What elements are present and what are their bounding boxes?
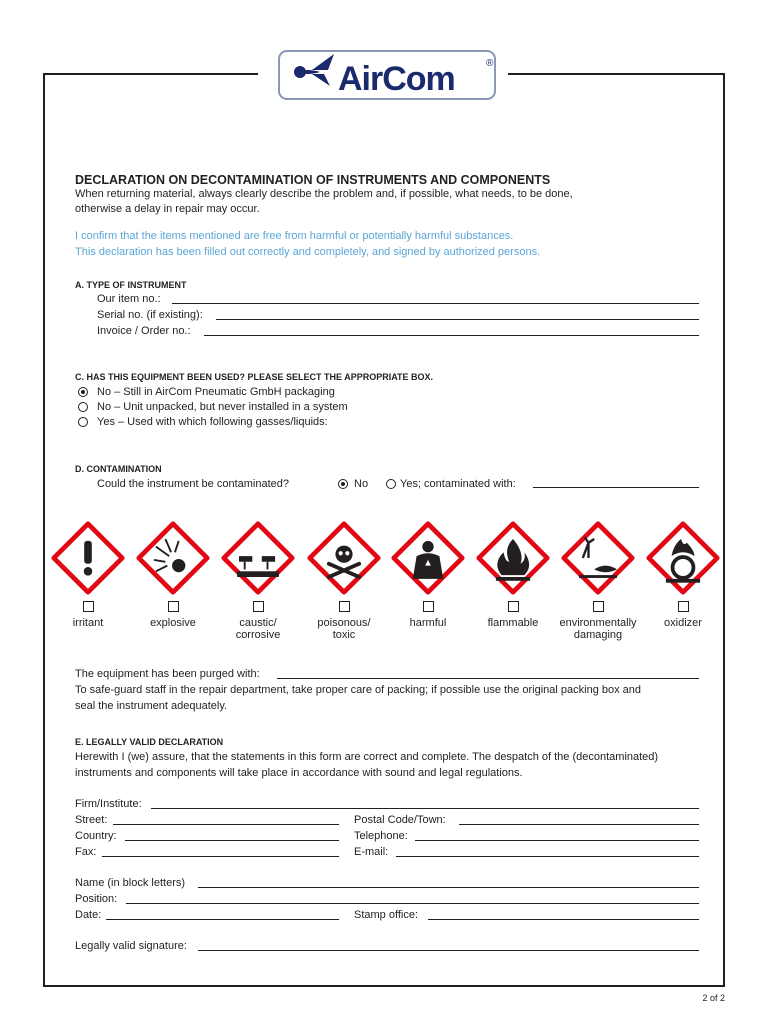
postal-label: Postal Code/Town: — [354, 814, 446, 826]
hazard-label-2 — [128, 617, 218, 629]
confirm-line-1: I confirm that the items mentioned are free from harmful or potentially harmful substances. — [75, 230, 514, 242]
street-label: Street: — [75, 814, 108, 826]
hazard-label-line-1: flammable — [487, 617, 539, 629]
hazard-checkbox-3[interactable] — [253, 601, 264, 612]
telephone-label: Telephone: — [354, 830, 408, 842]
used-option-2-label: No – Unit unpacked, but never installed in a system — [97, 401, 348, 413]
intro-line-2: otherwise a delay in repair may occur. — [75, 203, 260, 215]
intro-line-1: When returning material, always clearly describe the problem and, if possible, what needs, to be done, — [75, 188, 573, 200]
confirm-line-2: This declaration has been filled out correctly and completely, and signed by authorized persons. — [75, 246, 541, 258]
hazard-label-line-1: irritant — [72, 617, 104, 629]
fax-label: Fax: — [75, 846, 97, 858]
packing-note-2: seal the instrument adequately. — [75, 700, 228, 712]
hazard-label-4 — [299, 617, 389, 641]
section-a-heading: A. TYPE OF INSTRUMENT — [75, 280, 187, 290]
section-c-heading: C. HAS THIS EQUIPMENT BEEN USED? PLEASE SELECT THE APPROPRIATE BOX. — [75, 372, 434, 382]
hazard-label-line-2: corrosive — [235, 629, 281, 641]
used-option-3-radio[interactable] — [78, 417, 88, 427]
hazard-checkbox-6[interactable] — [508, 601, 519, 612]
date-label: Date: — [75, 909, 102, 921]
signature-field[interactable] — [198, 950, 699, 951]
hazard-label-line-1: poisonous/ — [317, 617, 371, 629]
stamp-field[interactable] — [428, 919, 699, 920]
hazard-checkbox-2[interactable] — [168, 601, 179, 612]
position-field[interactable] — [126, 903, 699, 904]
skull-crossbones-icon — [306, 520, 382, 596]
form-title: DECLARATION ON DECONTAMINATION OF INSTRUMENTS AND COMPONENTS — [75, 173, 551, 187]
declaration-text-1: Herewith I (we) assure, that the statements in this form are correct and complete. The despatch of the (decontaminated) — [75, 751, 659, 763]
country-field[interactable] — [125, 840, 339, 841]
hazard-label-8 — [638, 617, 728, 629]
contamination-question: Could the instrument be contaminated? — [97, 478, 290, 490]
hazard-label-line-1: caustic/ — [239, 617, 277, 629]
hazard-checkbox-4[interactable] — [339, 601, 350, 612]
hazard-checkbox-1[interactable] — [83, 601, 94, 612]
hazard-checkbox-7[interactable] — [593, 601, 604, 612]
hazard-label-7 — [553, 617, 643, 641]
plane-icon — [290, 52, 342, 92]
used-option-2-radio[interactable] — [78, 402, 88, 412]
stamp-label: Stamp office: — [354, 909, 418, 921]
hazard-label-line-2: toxic — [332, 629, 356, 641]
purged-label: The equipment has been purged with: — [75, 668, 260, 680]
flame-over-circle-icon — [645, 520, 721, 596]
firm-label: Firm/Institute: — [75, 798, 142, 810]
street-field[interactable] — [113, 824, 339, 825]
section-d-heading: D. CONTAMINATION — [75, 464, 162, 474]
hazard-label-6 — [468, 617, 558, 629]
logo-box — [278, 50, 496, 100]
date-field[interactable] — [106, 919, 339, 920]
hazard-checkbox-5[interactable] — [423, 601, 434, 612]
name-field[interactable] — [198, 887, 699, 888]
firm-field[interactable] — [151, 808, 699, 809]
explosion-icon — [135, 520, 211, 596]
corrosion-icon — [220, 520, 296, 596]
fax-field[interactable] — [102, 856, 339, 857]
health-hazard-icon — [390, 520, 466, 596]
invoice-no-field[interactable] — [204, 335, 699, 336]
signature-label: Legally valid signature: — [75, 940, 187, 952]
declaration-text-2: instruments and components will take place in accordance with sound and legal regulations. — [75, 767, 523, 779]
hazard-label-line-1: oxidizer — [664, 617, 702, 629]
contaminated-no-radio[interactable] — [338, 479, 348, 489]
serial-no-field[interactable] — [216, 319, 699, 320]
country-label: Country: — [75, 830, 117, 842]
used-option-3-label: Yes – Used with which following gasses/liquids: — [97, 416, 328, 428]
packing-note-1: To safe-guard staff in the repair department, take proper care of packing; if possible use the original packing box and — [75, 684, 642, 696]
environment-icon — [560, 520, 636, 596]
email-label: E-mail: — [354, 846, 389, 858]
invoice-no-label: Invoice / Order no.: — [97, 325, 191, 337]
registered-mark: ® — [486, 58, 494, 69]
aircom-logo — [258, 42, 508, 104]
hazard-label-line-2: damaging — [573, 629, 623, 641]
item-no-label: Our item no.: — [97, 293, 161, 305]
hazard-label-line-1: harmful — [409, 617, 447, 629]
section-e-heading: E. LEGALLY VALID DECLARATION — [75, 737, 224, 747]
hazard-checkbox-8[interactable] — [678, 601, 689, 612]
postal-field[interactable] — [459, 824, 699, 825]
hazard-label-line-1: explosive — [150, 617, 196, 629]
purged-field[interactable] — [277, 678, 699, 679]
hazard-label-5 — [383, 617, 473, 629]
serial-no-label: Serial no. (if existing): — [97, 309, 203, 321]
hazard-label-1 — [43, 617, 133, 629]
used-option-1-label: No – Still in AirCom Pneumatic GmbH packaging — [97, 386, 335, 398]
exclamation-icon — [50, 520, 126, 596]
contaminated-yes-label: Yes; contaminated with: — [400, 478, 516, 490]
hazard-label-3 — [213, 617, 303, 641]
email-field[interactable] — [396, 856, 699, 857]
contaminated-yes-radio[interactable] — [386, 479, 396, 489]
name-label: Name (in block letters) — [75, 877, 186, 889]
item-no-field[interactable] — [172, 303, 699, 304]
contaminated-no-label: No — [354, 478, 369, 490]
flame-icon — [475, 520, 551, 596]
logo-brand: AirCom — [338, 60, 455, 98]
telephone-field[interactable] — [415, 840, 699, 841]
hazard-label-line-1: environmentally — [559, 617, 637, 629]
position-label: Position: — [75, 893, 118, 905]
page-number: 2 of 2 — [702, 993, 725, 1003]
used-option-1-radio[interactable] — [78, 387, 88, 397]
contaminated-with-field[interactable] — [533, 487, 699, 488]
